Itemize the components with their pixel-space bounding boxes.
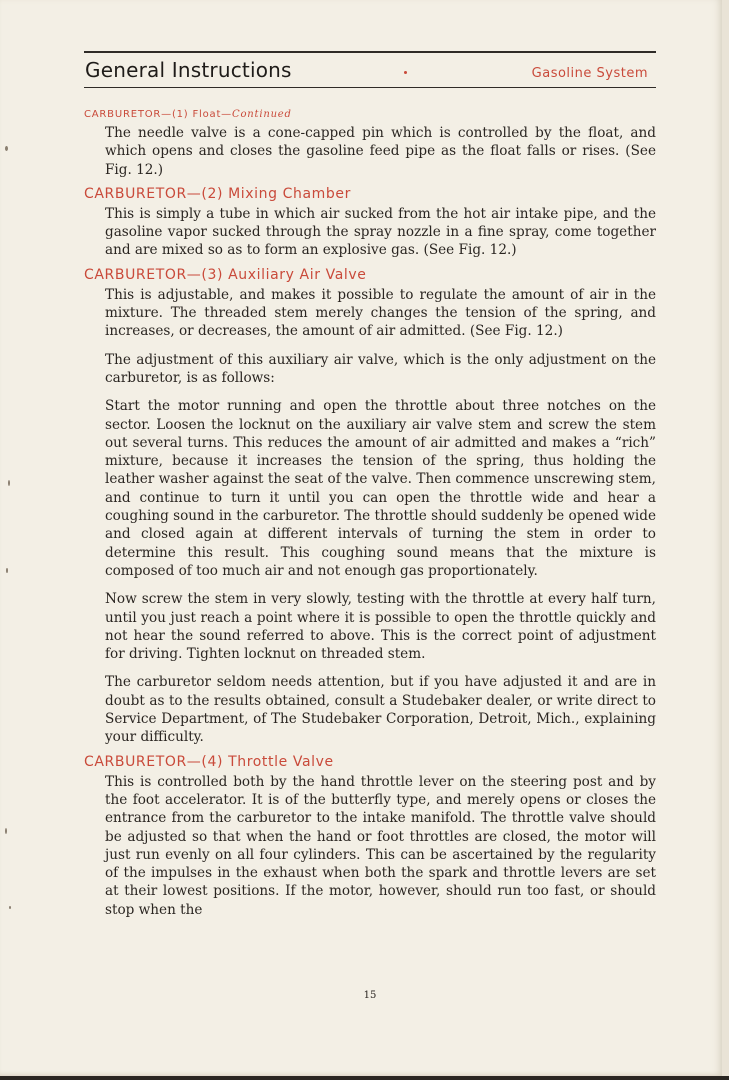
section-heading-float: [84, 108, 656, 122]
margin-speck: [9, 906, 11, 909]
paragraph-auxiliary-4: Now screw the stem in very slowly, testing with the throttle at every half turn, until you just reach a point where it is possible to open the throttle quickly and not hear the sound referred to above. This is the correct point of adjustment for driving. Tighten locknut on threaded stem.: [105, 591, 656, 663]
margin-speck: [6, 568, 8, 573]
page-bottom-edge: [0, 1076, 729, 1080]
margin-speck: [8, 480, 10, 486]
paragraph-auxiliary-1: This is adjustable, and makes it possible to regulate the amount of air in the mixture. The threaded stem merely changes the tension of the spring, and increases, or decreases, the amount of air admitted. (See Fig. 12.): [105, 286, 656, 340]
section-heading-throttle-valve: CARBURETOR—(4) Throttle Valve: [84, 753, 334, 770]
section-heading-auxiliary-air-valve: CARBURETOR—(3) Auxiliary Air Valve: [84, 266, 367, 283]
running-head-right: Gasoline System: [531, 66, 648, 81]
paragraph-auxiliary-3: Start the motor running and open the throttle about three notches on the sector. Loosen the locknut on the auxiliary air valve stem and screw the stem out several turns. This reduces the amount of air admitted and makes a “rich” mixture, because it increases the tension of the spring, thus holding the leather washer against the seat of the valve. Then commence unscrewing stem, and continue to turn it until you can open the throttle wide and hear a coughing sound in the carburetor. The throttle should suddenly be opened wide and closed again at different intervals of turning the stem in order to determine this result. This coughing sound means that the mixture is composed of too much air and not enough gas proportionately.: [105, 398, 656, 579]
continued-label: Continued: [232, 109, 292, 120]
paragraph-auxiliary-2: The adjustment of this auxiliary air valve, which is the only adjustment on the carburetor, is as follows:: [105, 351, 656, 386]
section-heading-mixing-chamber: CARBURETOR—(2) Mixing Chamber: [84, 185, 351, 202]
paragraph-auxiliary-5: The carburetor seldom needs attention, but if you have adjusted it and are in doubt as to the results obtained, consult a Studebaker dealer, or write direct to Service Department, of The Studebaker Corporation, Detroit, Mich., explaining your difficulty.: [105, 674, 656, 746]
page-number: 15: [363, 990, 377, 1001]
running-head-left: General Instructions: [85, 58, 292, 82]
header-rule-bottom: [84, 87, 656, 88]
section-heading-float-text: CARBURETOR—(1) Float—: [84, 109, 232, 120]
header-rule-top: [84, 51, 656, 53]
header-separator-dot: [404, 71, 407, 74]
margin-speck: [5, 828, 7, 834]
paragraph-mixing-1: This is simply a tube in which air sucked from the hot air intake pipe, and the gasoline vapor sucked through the spray nozzle in a fine spray, come together and are mixed so as to form an explosive gas. (See Fig. 12.): [105, 205, 656, 259]
margin-speck: [5, 146, 8, 151]
paragraph-throttle-1: This is controlled both by the hand throttle lever on the steering post and by the foot accelerator. It is of the butterfly type, and merely opens or closes the entrance from the carburetor to the intake manifold. The throttle valve should be adjusted so that when the hand or foot throttles are closed, the motor will just run evenly on all four cylinders. This can be ascertained by the regularity of the impulses in the exhaust when both the spark and throttle levers are set at their lowest positions. If the motor, however, should run too fast, or should stop when the: [105, 773, 656, 918]
page-body: [84, 108, 656, 919]
paragraph-float-1: The needle valve is a cone-capped pin which is controlled by the float, and which opens and closes the gasoline feed pipe as the float falls or rises. (See Fig. 12.): [105, 125, 656, 178]
